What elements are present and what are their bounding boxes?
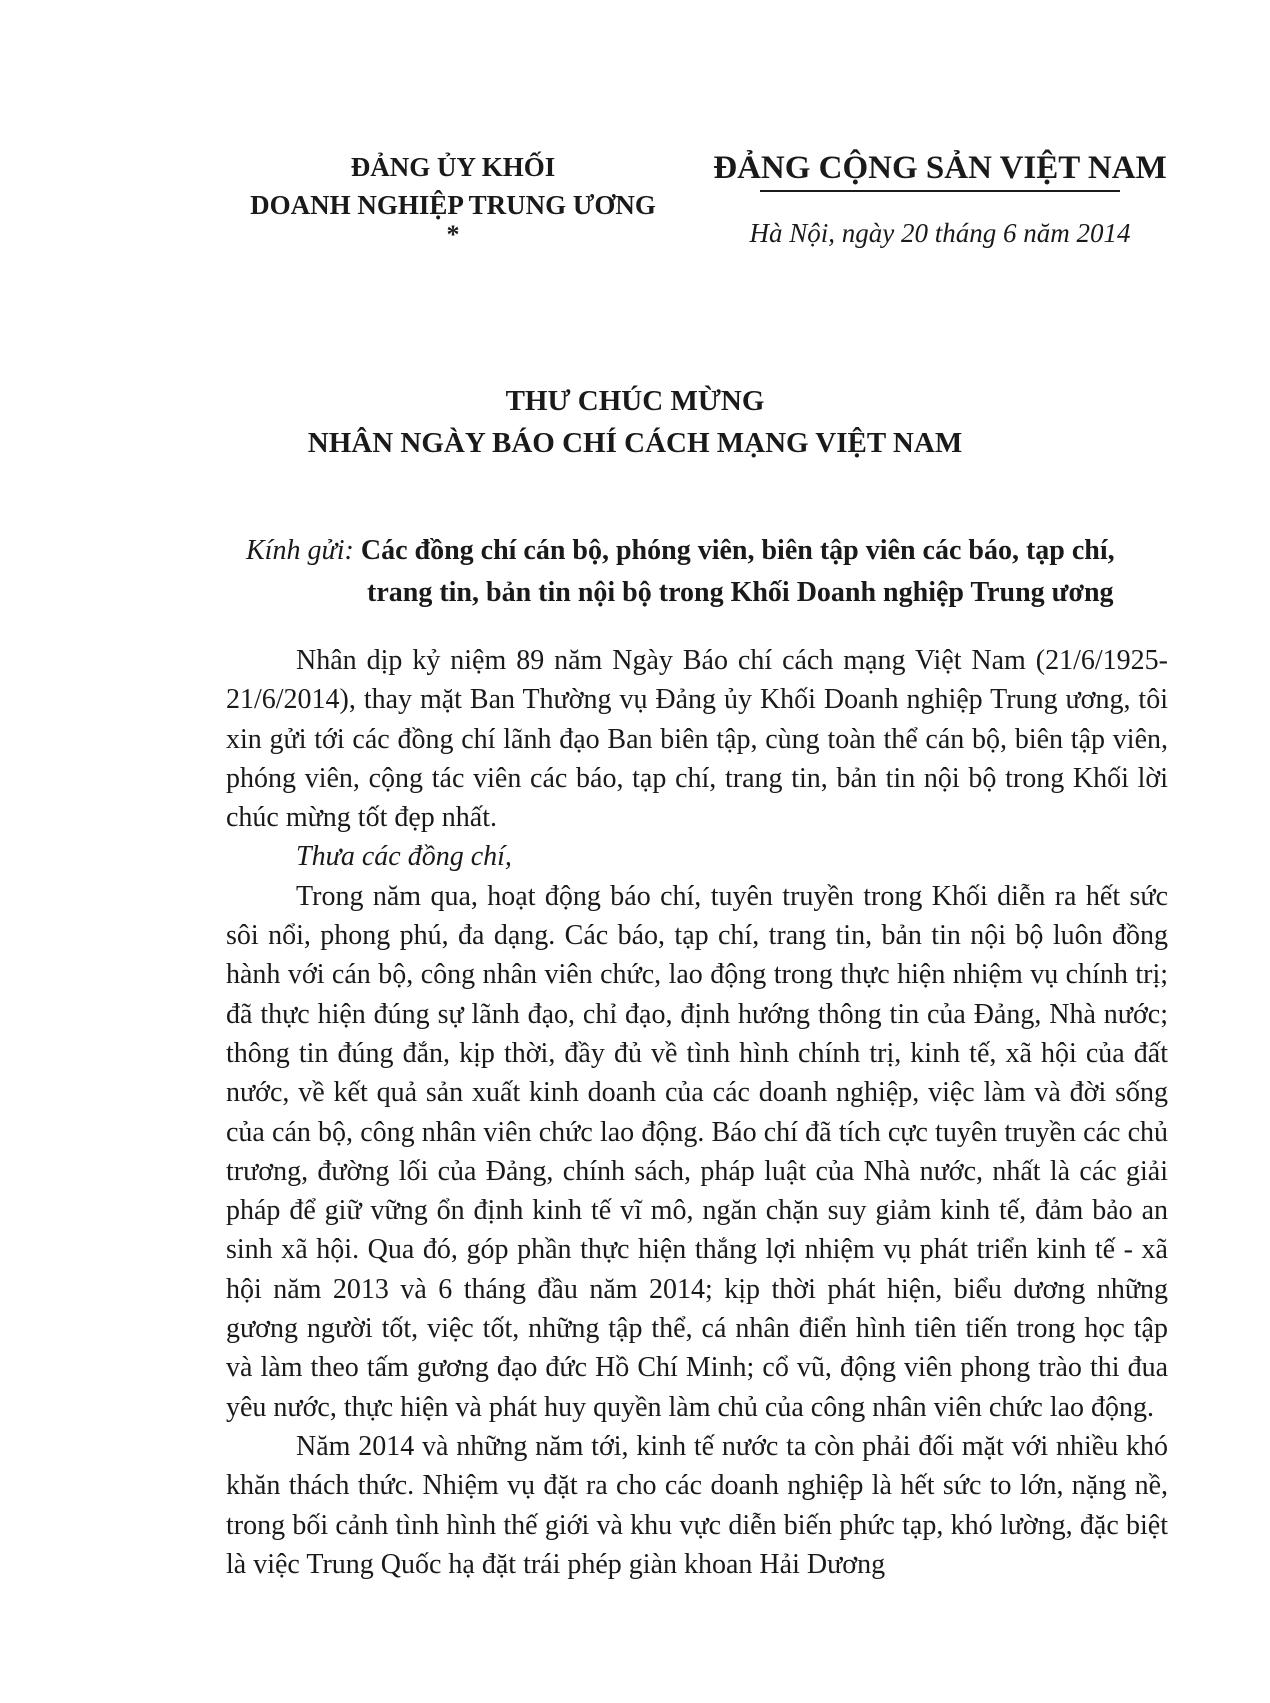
title-line-1: THƯ CHÚC MỪNG (505, 385, 765, 417)
title-line-2: NHÂN NGÀY BÁO CHÍ CÁCH MẠNG VIỆT NAM (307, 427, 963, 459)
body-paragraph-2: Trong năm qua, hoạt động báo chí, tuyên truyền trong Khối diễn ra hết sức sôi nổi, phong phú, đa dạng. Các báo, tạp chí, trang tin, bản tin nội bộ luôn đồng hành với cán bộ, công nhân viên chức, lao động trong thực hiện nhiệm vụ chính trị; đã thực hiện đúng sự lãnh đạo, chỉ đạo, định hướng thông tin của Đảng, Nhà nước; thông tin đúng đắn, kịp thời, đầy đủ về tình hình chính trị, kinh tế, xã hội của đất nước, về kết quả sản xuất kinh doanh của các doanh nghiệp, việc làm và đời sống của cán bộ, công nhân viên chức lao động. Báo chí đã tích cực tuyên truyền các chủ trương, đường lối của Đảng, chính sách, pháp luật của Nhà nước, nhất là các giải pháp để giữ vững ổn định kinh tế vĩ mô, ngăn chặn suy giảm kinh tế, đảm bảo an sinh xã hội. Qua đó, góp phần thực hiện thắng lợi nhiệm vụ phát triển kinh tế - xã hội năm 2013 và 6 tháng đầu năm 2014; kịp thời phát hiện, biểu dương những gương người tốt, việc tốt, những tập thể, cá nhân điển hình tiên tiến trong học tập và làm theo tấm gương đạo đức Hồ Chí Minh; cổ vũ, động viên phong trào thi đua yêu nước, thực hiện và phát huy quyền làm chủ của công nhân viên chức lao động. (226, 880, 1168, 1423)
recipients-line-1: Các đồng chí cán bộ, phóng viên, biên tập viên các báo, tạp chí, (360, 535, 1115, 566)
party-name: ĐẢNG CỘNG SẢN VIỆT NAM (713, 150, 1167, 186)
org-line-1: ĐẢNG ỦY KHỐI (350, 152, 556, 182)
issuing-organization (218, 148, 688, 249)
date-line: Hà Nội, ngày 20 tháng 6 năm 2014 (749, 218, 1131, 248)
recipients-line-2: trang tin, bản tin nội bộ trong Khối Doanh nghiệp Trung ương (367, 577, 1114, 608)
recipients-lead: Kính gửi: (246, 535, 354, 566)
recipients-block (246, 530, 1166, 614)
org-line-2: DOANH NGHIỆP TRUNG ƯƠNG (250, 190, 656, 220)
letter-body (226, 641, 1168, 1584)
salutation: Thưa các đồng chí, (296, 841, 512, 873)
body-paragraph-3: Năm 2014 và những năm tới, kinh tế nước ta còn phải đối mặt với nhiều khó khăn thách thức. Nhiệm vụ đặt ra cho các doanh nghiệp là hết sức to lớn, nặng nề, trong bối cảnh tình hình thế giới và khu vực diễn biến phức tạp, khó lường, đặc biệt là việc Trung Quốc hạ đặt trái phép giàn khoan Hải Dương (226, 1430, 1168, 1580)
letter-title (0, 380, 1270, 464)
party-heading (700, 148, 1180, 249)
org-mark: * (446, 220, 460, 249)
body-paragraph-1: Nhân dịp kỷ niệm 89 năm Ngày Báo chí cách mạng Việt Nam (21/6/1925-21/6/2014), thay mặt Ban Thường vụ Đảng ủy Khối Doanh nghiệp Trung ương, tôi xin gửi tới các đồng chí lãnh đạo Ban biên tập, cùng toàn thể cán bộ, biên tập viên, phóng viên, cộng tác viên các báo, tạp chí, trang tin, bản tin nội bộ trong Khối lời chúc mừng tốt đẹp nhất. (226, 645, 1168, 834)
party-name-underline (760, 190, 1120, 192)
